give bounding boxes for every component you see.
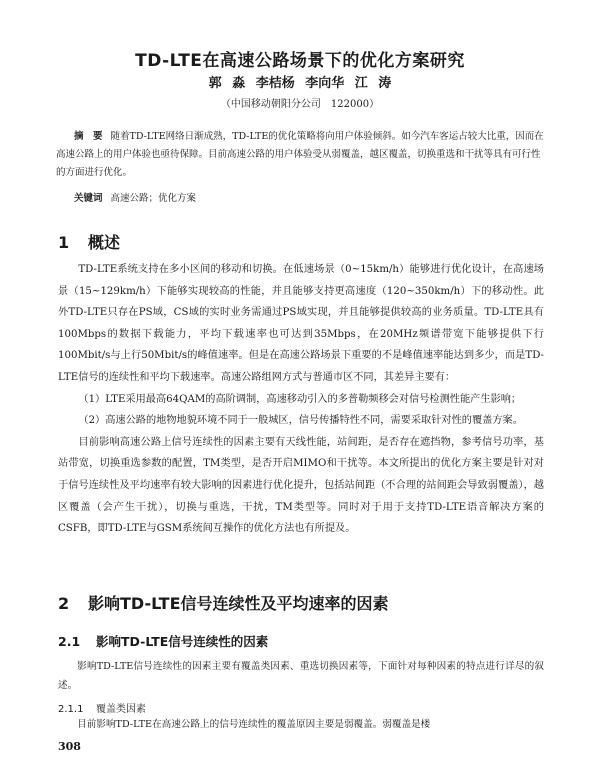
abstract-label: 摘 要 [74, 131, 103, 142]
section-1-title: 概述 [88, 233, 121, 252]
paragraph: 目前影响TD-LTE在高速公路上的信号连续性的覆盖原因主要是弱覆盖。弱覆盖是楼 [77, 719, 431, 730]
section-1-body [58, 259, 544, 540]
section-1-heading [58, 230, 120, 253]
subsubsection-2-1-1-title: 覆盖类因素 [96, 704, 146, 715]
section-2-heading [58, 591, 389, 614]
subsubsection-2-1-1-body [58, 715, 544, 734]
paper-authors: 郭 淼 李桔杨 李向华 江 涛 [208, 76, 392, 91]
paper-title: TD-LTE在高速公路场景下的优化方案研究 [135, 51, 465, 71]
subsection-2-1-title: 影响TD-LTE信号连续性的因素 [96, 634, 269, 649]
keywords [74, 190, 544, 204]
section-1-number: 1 [58, 233, 70, 252]
subsection-2-1-heading [58, 632, 268, 650]
section-2-number: 2 [58, 594, 70, 613]
abstract [56, 128, 548, 182]
paragraph: （2）高速公路的地物地貌环境不同于一般城区，信号传播特性不同，需要采取针对性的覆盖方案。 [78, 415, 523, 427]
paper-affiliation: （中国移动朝阳分公司 122000） [220, 99, 380, 110]
section-2-title: 影响TD-LTE信号连续性及平均速率的因素 [88, 594, 389, 613]
paragraph: 影响TD-LTE信号连续性的因素主要有覆盖类因素、重选切换因素等，下面针对每种因素的特点进行详尽的叙述。 [58, 661, 544, 691]
subsubsection-2-1-1-number: 2.1.1 [58, 704, 84, 715]
page-number: 308 [58, 740, 81, 753]
abstract-text: 随着TD-LTE网络日渐成熟，TD-LTE的优化策略将向用户体验倾斜。如今汽车客运占较大比重，因而在高速公路上的用户体验也亟待保障。目前高速公路的用户体验受从弱覆盖，越区覆盖，切换重选和干扰等具有可行性的方面进行优化。 [56, 131, 544, 178]
subsubsection-2-1-1-heading [58, 700, 146, 715]
paragraph: TD-LTE系统支持在多小区间的移动和切换。在低速场景（0~15km/h）能够进行优化设计，在高速场景（15~129km/h）下能够实现较高的性能，并且能够支持更高速度（120~350km/h）下的移动性。此外TD-LTE只存在PS域，CS域的实时业务需通过PS域实现，并且能够提供较高的业务质量。TD-LTE具有100Mbps的数据下载能力，平均下载速率也可达到35Mbps，在20MHz频谱带宽下能够提供下行100Mbit/s与上行50Mbit/s的峰值速率。但是在高速公路场景下重要的不是峰值速率能达到多少，而是TD-LTE信号的连续性和平均下载速率。高速公路组网方式与普通市区不同，其差异主要有： [58, 264, 544, 383]
subsection-2-1-number: 2.1 [58, 634, 81, 649]
keywords-label: 关键词 [74, 193, 103, 204]
paragraph: 目前影响高速公路上信号连续性的因素主要有天线性能，站间距，是否存在遮挡物，参考信号功率，基站带宽，切换重选参数的配置，TM类型，是否开启MIMO和干扰等。本文所提出的优化方案主要是针对对于信号连续性及平均速率有较大影响的因素进行优化提升，包括站间距（不合理的站间距会导致弱覆盖），越区覆盖（会产生干扰），切换与重选，干扰，TM类型等。同时对于用于支持TD-LTE语音解决方案的CSFB，即TD-LTE与GSM系统间互操作的优化方法也有所提及。 [58, 436, 544, 535]
keywords-text: 高速公路；优化方案 [110, 193, 197, 204]
subsection-2-1-body [58, 657, 544, 695]
paragraph: （1）LTE采用最高64QAM的高阶调制，高速移动引入的多普勒频移会对信号检测性能产生影响； [78, 393, 522, 405]
